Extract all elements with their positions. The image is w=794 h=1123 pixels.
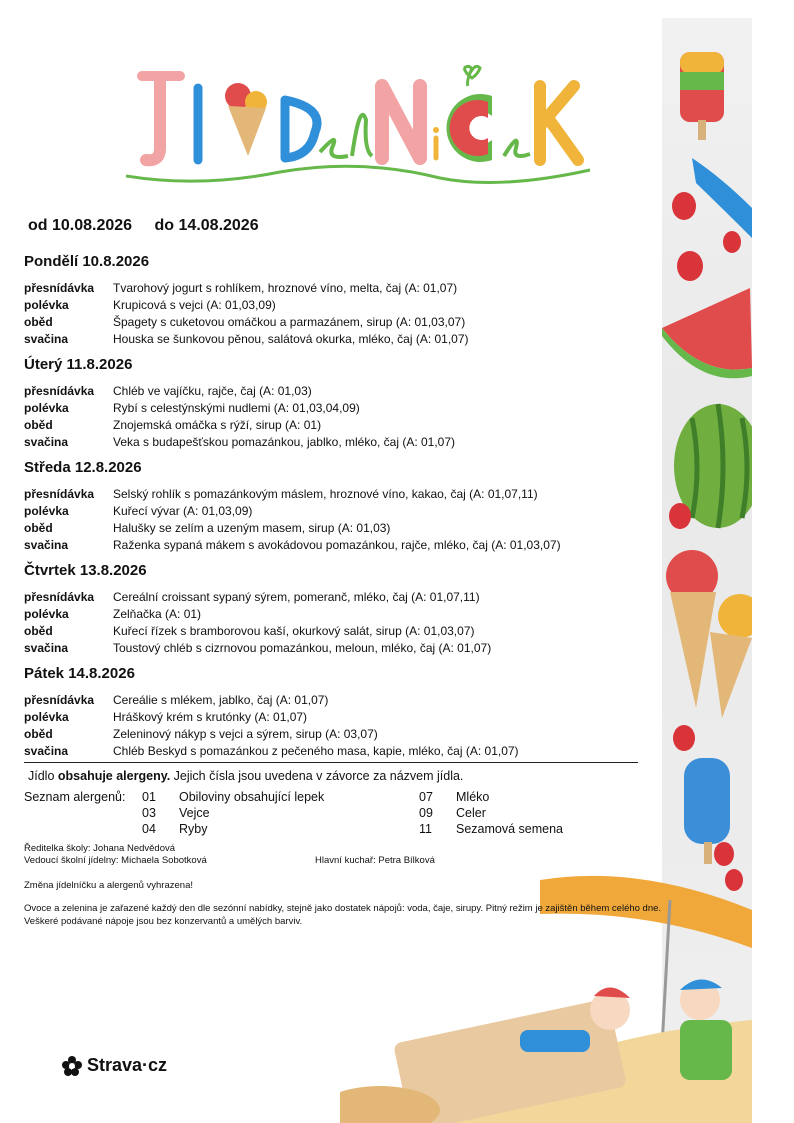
- meal-row-lunch: [24, 520, 644, 537]
- allergen-item: [419, 806, 486, 820]
- meal-label: přesnídávka: [24, 487, 95, 501]
- staff-canteen-head: Vedoucí školní jídelny: Michaela Sobotková: [24, 855, 207, 866]
- meal-text: Kuřecí řízek s bramborovou kaší, okurkový salát, sirup (A: 01,03,07): [113, 624, 475, 638]
- meal-label: svačina: [24, 435, 69, 449]
- meal-label: polévka: [24, 607, 69, 621]
- meal-row-snack: [24, 537, 644, 554]
- meal-text: Zelňačka (A: 01): [113, 607, 202, 621]
- allergen-name: Obiloviny obsahující lepek: [179, 790, 325, 804]
- allergen-name: Ryby: [179, 822, 208, 836]
- meal-text: Krupicová s vejci (A: 01,03,09): [113, 298, 276, 312]
- strava-logo: [62, 1055, 167, 1076]
- meal-label: polévka: [24, 504, 69, 518]
- meal-text: Houska se šunkovou pěnou, salátová okurka, mléko, čaj (A: 01,07): [113, 332, 469, 346]
- allergen-name: Sezamová semena: [456, 822, 564, 836]
- day-title: Úterý 11.8.2026: [24, 356, 133, 373]
- meal-label: oběd: [24, 624, 53, 638]
- produce-note: Ovoce a zelenina je zařazené každý den dle sezónní nabídky, stejně jako dostatek nápojů: voda, čaje, sirupy. Pitný režim je zajištěn během celého dne.: [24, 903, 662, 914]
- meal-text: Zeleninový nákyp s vejci a sýrem, sirup (A: 03,07): [113, 727, 378, 741]
- meal-row-soup: [24, 400, 644, 417]
- meal-label: přesnídávka: [24, 281, 95, 295]
- allergen-code: 01: [142, 790, 156, 804]
- meal-text: Cereálie s mlékem, jablko, čaj (A: 01,07): [113, 693, 329, 707]
- meal-label: polévka: [24, 401, 69, 415]
- menu-notes: [24, 903, 744, 928]
- meal-text: Hráškový krém s krutónky (A: 01,07): [113, 710, 308, 724]
- allergen-note: [28, 769, 463, 783]
- meal-label: svačina: [24, 538, 69, 552]
- meal-label: svačina: [24, 641, 69, 655]
- day-title: Čtvrtek 13.8.2026: [24, 562, 147, 579]
- meal-label: přesnídávka: [24, 693, 95, 707]
- meal-label: svačina: [24, 332, 69, 346]
- allergen-note-prefix: Jídlo: [28, 769, 58, 783]
- strava-flower-icon: [62, 1056, 82, 1076]
- meal-row-breakfast: [24, 383, 644, 400]
- menu-date-range: [28, 217, 277, 235]
- allergen-item: [419, 790, 489, 804]
- meal-label: oběd: [24, 315, 53, 329]
- meal-row-lunch: [24, 314, 644, 331]
- meal-label: přesnídávka: [24, 384, 95, 398]
- meal-row-snack: [24, 434, 644, 451]
- meal-row-lunch: [24, 623, 644, 640]
- meal-text: Znojemská omáčka s rýží, sirup (A: 01): [113, 418, 322, 432]
- day-title: Pondělí 10.8.2026: [24, 253, 150, 270]
- day-tuesday: [24, 356, 644, 451]
- date-to: do 14.08.2026: [154, 217, 259, 234]
- meal-row-snack: [24, 640, 644, 657]
- allergen-code: 09: [419, 806, 433, 820]
- meal-label: polévka: [24, 298, 69, 312]
- allergen-note-bold: obsahuje alergeny.: [57, 769, 171, 783]
- allergen-code: 03: [142, 806, 156, 820]
- meal-row-breakfast: [24, 486, 644, 503]
- meal-row-lunch: [24, 417, 644, 434]
- staff-director: Ředitelka školy: Johana Nedvědová: [24, 843, 176, 854]
- meal-row-soup: [24, 606, 644, 623]
- meal-text: Rybí s celestýnskými nudlemi (A: 01,03,04,09): [113, 401, 360, 415]
- meal-text: Špagety s cuketovou omáčkou a parmazánem, sirup (A: 01,03,07): [113, 315, 466, 329]
- date-from: od 10.08.2026: [28, 217, 133, 234]
- meal-text: Chléb Beskyd s pomazánkou z pečeného masa, kapie, mléko, čaj (A: 01,07): [113, 744, 519, 758]
- meal-label: oběd: [24, 727, 53, 741]
- menu-title-artwork: [120, 60, 600, 190]
- staff-head-cook: Hlavní kuchař: Petra Bílková: [315, 855, 435, 866]
- day-monday: [24, 253, 644, 348]
- allergen-name: Celer: [456, 806, 486, 820]
- allergen-name: Mléko: [456, 790, 490, 804]
- menu-change-notice: Změna jídelníčku a alergenů vyhrazena!: [24, 880, 193, 891]
- allergen-item: [142, 822, 207, 836]
- meal-text: Toustový chléb s cizrnovou pomazánkou, meloun, mléko, čaj (A: 01,07): [113, 641, 492, 655]
- meal-row-snack: [24, 331, 644, 348]
- strava-logo-text: Strava·cz: [87, 1055, 168, 1075]
- meal-text: Halušky se zelím a uzeným masem, sirup (A: 01,03): [113, 521, 391, 535]
- meal-label: oběd: [24, 521, 53, 535]
- meal-row-breakfast: [24, 280, 644, 297]
- meal-label: oběd: [24, 418, 53, 432]
- allergen-item: [142, 806, 210, 820]
- meal-text: Raženka sypaná mákem s avokádovou pomazánkou, rajče, mléko, čaj (A: 01,03,07): [113, 538, 561, 552]
- allergen-code: 04: [142, 822, 156, 836]
- day-title: Středa 12.8.2026: [24, 459, 142, 476]
- title-lettering: [120, 60, 600, 190]
- allergen-note-suffix: Jejich čísla jsou uvedena v závorce za názvem jídla.: [170, 769, 464, 783]
- allergen-item: [142, 790, 324, 804]
- allergen-list-heading: Seznam alergenů:: [24, 790, 126, 804]
- allergen-item: [419, 822, 563, 836]
- meal-label: polévka: [24, 710, 69, 724]
- allergen-code: 07: [419, 790, 433, 804]
- day-title: Pátek 14.8.2026: [24, 665, 135, 682]
- meal-text: Chléb ve vajíčku, rajče, čaj (A: 01,03): [113, 384, 312, 398]
- meal-text: Veka s budapešťskou pomazánkou, jablko, mléko, čaj (A: 01,07): [113, 435, 456, 449]
- allergen-name: Vejce: [179, 806, 210, 820]
- meal-text: Cereální croissant sypaný sýrem, pomeranč, mléko, čaj (A: 01,07,11): [113, 590, 480, 604]
- meal-label: přesnídávka: [24, 590, 95, 604]
- meal-text: Selský rohlík s pomazánkovým máslem, hroznové víno, kakao, čaj (A: 01,07,11): [113, 487, 538, 501]
- meal-label: svačina: [24, 744, 69, 758]
- meal-row-soup: [24, 503, 644, 520]
- meal-row-soup: [24, 297, 644, 314]
- meal-row-breakfast: [24, 692, 644, 709]
- meal-row-soup: [24, 709, 644, 726]
- drinks-note: Veškeré podávané nápoje jsou bez konzervantů a umělých barviv.: [24, 915, 303, 927]
- day-thursday: [24, 562, 644, 657]
- allergen-code: 11: [419, 822, 432, 836]
- meal-row-breakfast: [24, 589, 644, 606]
- day-wednesday: [24, 459, 644, 554]
- meal-text: Tvarohový jogurt s rohlíkem, hroznové víno, melta, čaj (A: 01,07): [113, 281, 458, 295]
- meal-row-snack: [24, 743, 644, 760]
- meal-row-lunch: [24, 726, 644, 743]
- allergen-divider: [24, 762, 638, 763]
- day-friday: [24, 665, 644, 760]
- meal-text: Kuřecí vývar (A: 01,03,09): [113, 504, 253, 518]
